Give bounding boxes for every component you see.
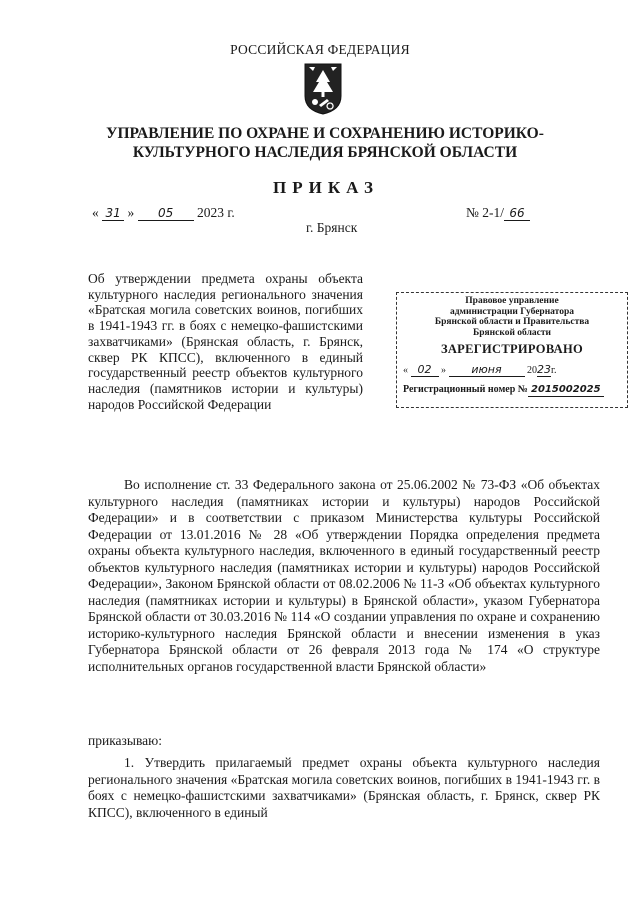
order-month: 05 bbox=[138, 207, 194, 221]
stamp-month: июня bbox=[449, 363, 525, 377]
stamp-year-label: г. bbox=[551, 365, 557, 376]
orders-word: приказываю: bbox=[88, 733, 162, 748]
stamp-date-quote-open: « bbox=[403, 365, 408, 376]
date-quote-open: « bbox=[92, 205, 99, 220]
date-quote-close: » bbox=[127, 205, 135, 220]
order-item-1: 1. Утвердить прилагаемый предмет охраны объекта культурного наследия регионального значения «Братская могила советских воинов, погибших в 1941-1943 гг. в боях с немецко-фашистскими захватчиками» (Брянская область, г. Брянск, сквер РК КПСС), включенного в единый bbox=[88, 755, 600, 820]
stamp-organization bbox=[403, 296, 621, 338]
stamp-date bbox=[403, 363, 621, 377]
bryansk-coat-of-arms-icon bbox=[303, 62, 343, 116]
department-title bbox=[60, 124, 590, 162]
order-day: 31 bbox=[102, 207, 124, 221]
stamp-org-line2: администрации Губернатора bbox=[449, 306, 574, 317]
order-number-prefix: № 2-1/ bbox=[466, 205, 505, 220]
order-date bbox=[92, 205, 235, 221]
stamp-registration-number bbox=[403, 383, 621, 397]
stamp-reg-number-value: 2015002025 bbox=[528, 383, 604, 397]
stamp-reg-number-label: Регистрационный номер № bbox=[403, 384, 528, 395]
country-title: РОССИЙСКАЯ ФЕДЕРАЦИЯ bbox=[230, 42, 410, 57]
stamp-registered-label: ЗАРЕГИСТРИРОВАНО bbox=[440, 342, 584, 356]
order-year: 2023 г. bbox=[197, 205, 235, 220]
registration-stamp bbox=[396, 292, 628, 408]
department-title-line1: УПРАВЛЕНИЕ ПО ОХРАНЕ И СОХРАНЕНИЮ ИСТОРИКО- bbox=[106, 125, 544, 142]
stamp-org-line1: Правовое управление bbox=[465, 296, 559, 306]
stamp-org-line3: Брянской области и Правительства bbox=[434, 317, 590, 327]
stamp-year-suffix: 23 bbox=[537, 363, 551, 376]
stamp-day: 02 bbox=[411, 363, 439, 377]
stamp-date-quote-close: » bbox=[441, 365, 446, 376]
stamp-org-line4: Брянской области bbox=[472, 327, 552, 338]
stamp-year-prefix: 20 bbox=[527, 365, 537, 376]
order-city: г. Брянск bbox=[306, 220, 358, 235]
order-subject: Об утверждении предмета охраны объекта культурного наследия регионального значения «Братская могила советских воинов, погибших в 1941-1943 гг. в боях с немецко-фашистскими захватчиками» (Брянская область, г. Брянск, сквер РК КПСС), включенного в единый государственный реестр объектов культурного наследия (памятников истории и культуры) народов Российской Федерации bbox=[88, 271, 363, 412]
department-title-line2: КУЛЬТУРНОГО НАСЛЕДИЯ БРЯНСКОЙ ОБЛАСТИ bbox=[132, 144, 518, 161]
preamble-paragraph: Во исполнение ст. 33 Федерального закона от 25.06.2002 № 73-ФЗ «Об объектах культурного наследия (памятниках истории и культуры) народов Российской Федерации» и в соответствии с приказом Министерства культуры Российской Федерации от 13.01.2016 № 28 «Об утверждении Порядка определения предмета охраны объекта культурного наследия, включенного в единый государственный реестр объектов культурного наследия (памятниках истории и культуры) народов Российской Федерации», Законом Брянской области от 08.02.2006 № 11-З «Об объектах культурного наследия (памятниках истории и культуры) в Брянской области», указом Губернатора Брянской области от 30.03.2016 № 114 «О создании управления по охране и сохранению историко-культурного наследия Брянской области и внесении изменения в указ Губернатора Брянской области от 26 февраля 2013 года № 174 «О структуре исполнительных органов государственной власти Брянской области» bbox=[88, 477, 600, 674]
order-number bbox=[466, 205, 530, 221]
document-type-title: ПРИКАЗ bbox=[273, 178, 379, 197]
order-number-value: 66 bbox=[504, 207, 530, 221]
